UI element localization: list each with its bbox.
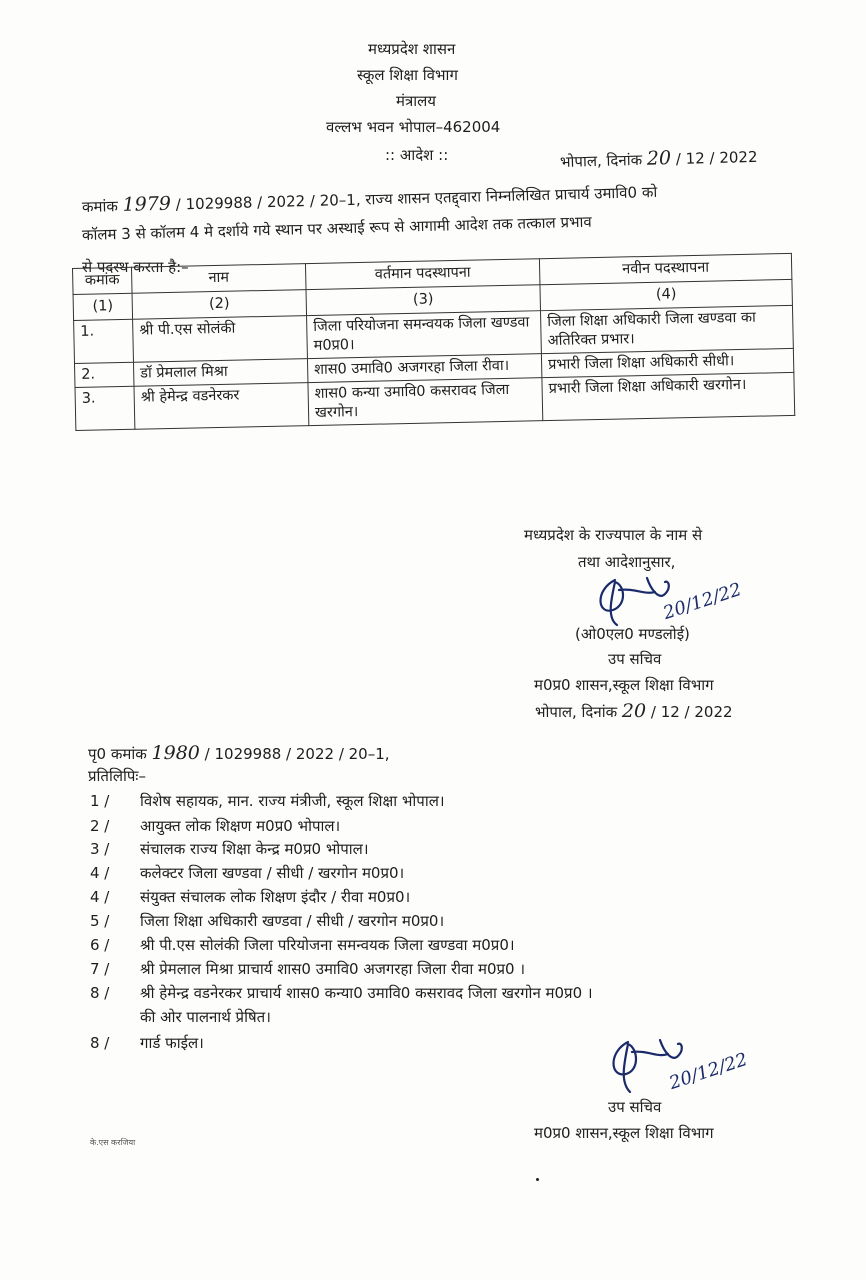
header-current-posting: वर्तमान पदस्थापना [305,259,539,290]
authority-date-line [535,702,733,722]
list-item [90,936,790,955]
row-new-posting: जिला शिक्षा अधिकारी जिला खण्डवा का अतिरिक्त प्रभार। [540,305,793,353]
signature-date-2: 20/12/22 [666,1049,751,1094]
list-item-text: गार्ड फाईल। [140,1034,204,1052]
date-rest: / 12 / 2022 [675,147,758,168]
header-new-posting: नवीन पदस्थापना [539,253,791,284]
signature-date-1: 20/12/22 [660,579,745,624]
row-new-posting: प्रभारी जिला शिक्षा अधिकारी खरगोन। [542,372,795,420]
row-name: डॉ प्रेमलाल मिश्रा [133,359,307,387]
posting-table [72,253,795,431]
row-new-posting: प्रभारी जिला शिक्षा अधिकारी सीधी। [541,348,793,377]
stray-mark [536,1178,539,1181]
list-item [90,912,790,931]
row-serial: 3. [75,386,135,430]
signatory-department: म0प्र0 शासन,स्कूल शिक्षा विभाग [534,676,714,694]
list-item [90,864,790,883]
copy-to-label: प्रतिलिपिः– [88,767,146,785]
list-item-text: संचालक राज्य शिक्षा केन्द्र म0प्र0 भोपाल। [140,840,369,858]
list-item [90,888,790,907]
header-government: मध्यप्रदेश शासन [368,40,456,58]
list-item [90,984,790,1003]
signatory-designation: उप सचिव [608,650,662,668]
list-item-number: 6 / [90,936,110,954]
list-item-number: 4 / [90,864,110,882]
row-serial: 1. [74,319,134,363]
list-item-number: 1 / [90,792,110,810]
closing-department: म0प्र0 शासन,स्कूल शिक्षा विभाग [534,1124,714,1142]
list-item-text: विशेष सहायक, मान. राज्य मंत्रीजी, स्कूल शिक्षा भोपाल। [140,792,445,810]
order-body-line3: से पदस्थ करता है:– [82,258,189,276]
list-item-number: 2 / [90,817,110,835]
copy-order-line [88,744,390,764]
row-current-posting: शास0 कन्या उमावि0 कसरावद जिला खरगोन। [308,378,543,426]
authority-line1: मध्यप्रदेश के राज्यपाल के नाम से [524,526,703,544]
order-body-line1 [82,182,658,217]
header-address: वल्लभ भवन भोपाल–462004 [326,118,501,136]
authority-date-day: 20 [621,700,647,722]
row-name: श्री पी.एस सोलंकी [133,316,308,363]
list-item-number: 4 / [90,888,110,906]
signatory-name: (ओ0एल0 मण्डलोई) [575,625,690,643]
order-number-handwritten: 1979 [122,192,172,216]
list-item [90,817,790,836]
order-body-text1: / 1029988 / 2022 / 20–1, राज्य शासन एतद्द्वारा निम्नलिखित प्राचार्य उमावि0 को [175,182,658,214]
list-item-text: श्री हेमेन्द्र वडनेरकर प्राचार्य शास0 कन्या0 उमावि0 कसरावद जिला खरगोन म0प्र0 । [140,984,593,1002]
colnum-1: (1) [73,293,133,320]
list-item-number: 8 / [90,984,110,1002]
date-day-handwritten: 20 [646,147,672,170]
authority-date-rest: / 12 / 2022 [650,703,733,721]
list-item-number: 8 / [90,1034,110,1052]
list-item-text: की ओर पालनार्थ प्रेषित। [140,1008,271,1026]
header-department: स्कूल शिक्षा विभाग [357,66,458,84]
list-item-text: जिला शिक्षा अधिकारी खण्डवा / सीधी / खरगोन म0प्र0। [140,912,445,930]
row-name: श्री हेमेन्द्र वडनेरकर [134,383,309,430]
list-item [90,792,790,811]
header-serial: कमांक [73,267,133,294]
colnum-4: (4) [540,279,792,310]
copy-order-number-handwritten: 1980 [151,742,200,764]
closing-designation: उप सचिव [608,1098,662,1116]
footer-note: के.एस करजिया [90,1138,136,1147]
header-ministry: मंत्रालय [396,92,437,110]
copy-order-prefix: पृ0 कमांक [88,745,147,763]
list-item-number: 3 / [90,840,110,858]
colnum-2: (2) [132,290,307,320]
list-item-text: श्री पी.एस सोलंकी जिला परियोजना समन्वयक जिला खण्डवा म0प्र0। [140,936,515,954]
order-date-line [560,147,758,172]
date-prefix: भोपाल, दिनांक [559,150,643,171]
order-body-line2: कॉलम 3 से कॉलम 4 मे दर्शाये गये स्थान पर अस्थाई रूप से आगामी आदेश तक तत्काल प्रभाव [81,212,592,244]
row-serial: 2. [74,362,133,387]
list-item [90,840,790,859]
order-title: :: आदेश :: [385,146,449,164]
list-item-text: आयुक्त लोक शिक्षण म0प्र0 भोपाल। [140,817,341,835]
list-item-text: श्री प्रेमलाल मिश्रा प्राचार्य शास0 उमावि0 अजगरहा जिला रीवा म0प्र0 । [140,960,526,978]
row-current-posting: जिला परियोजना समन्वयक जिला खण्डवा म0प्र0। [307,311,542,359]
list-item-number: 5 / [90,912,110,930]
row-current-posting: शास0 उमावि0 अजगरहा जिला रीवा। [307,354,541,383]
list-item-number: 7 / [90,960,110,978]
list-item-text: संयुक्त संचालक लोक शिक्षण इंदौर / रीवा म0प्र0। [140,888,411,906]
authority-line2: तथा आदेशानुसार, [578,553,676,571]
order-number-prefix: कमांक [81,197,119,216]
list-item-text: कलेक्टर जिला खण्डवा / सीधी / खरगोन म0प्र0। [140,864,405,882]
colnum-3: (3) [306,285,540,316]
header-name: नाम [131,264,306,294]
list-item [90,960,790,979]
list-item [90,1008,790,1027]
authority-date-prefix: भोपाल, दिनांक [535,703,618,721]
copy-order-rest: / 1029988 / 2022 / 20–1, [204,745,390,763]
